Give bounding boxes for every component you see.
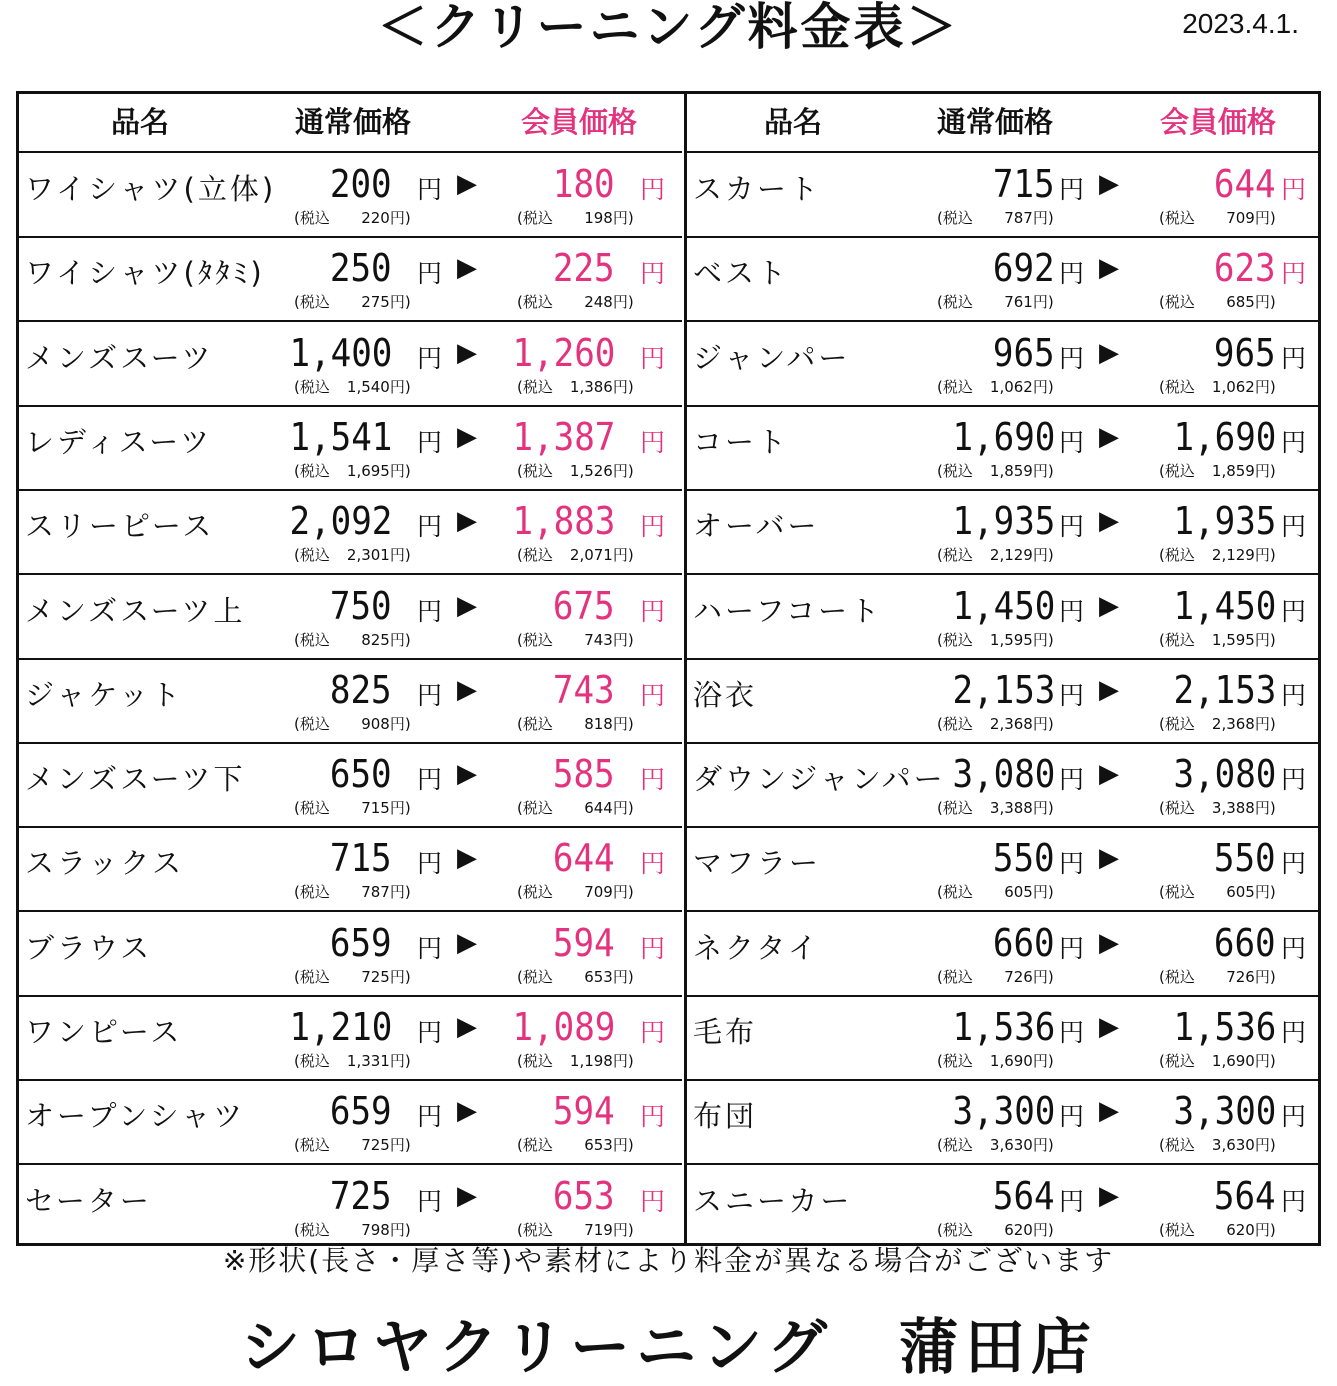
regular-price: 750 (330, 583, 392, 628)
yen-unit: 円 (640, 933, 666, 963)
yen-unit: 円 (640, 259, 666, 289)
regular-price: 3,080 (952, 752, 1055, 797)
price-row (19, 490, 682, 575)
regular-price: 659 (330, 1089, 392, 1134)
member-price: 675 (553, 583, 615, 628)
regular-tax-included: (税込 2,368円) (937, 714, 1054, 733)
price-row (687, 659, 1318, 744)
member-tax-included: (税込 620円) (1159, 1220, 1276, 1239)
regular-price: 650 (330, 752, 392, 797)
item-name: ジャケット (25, 677, 183, 712)
regular-tax-included: (税込 1,540円) (294, 377, 411, 396)
item-name: ダウンジャンパー (693, 762, 946, 797)
item-name: マフラー (693, 846, 822, 881)
price-row (19, 237, 682, 322)
arrow-icon: ▶ (457, 1180, 477, 1211)
member-tax-included: (税込 709円) (517, 883, 634, 902)
member-tax-included: (税込 709円) (1159, 209, 1276, 227)
item-name: ネクタイ (693, 930, 820, 965)
member-tax-included: (税込 2,129円) (1159, 546, 1276, 565)
regular-tax-included: (税込 3,630円) (937, 1136, 1054, 1155)
yen-unit: 円 (640, 343, 666, 373)
member-tax-included: (税込 3,630円) (1159, 1136, 1276, 1155)
member-tax-included: (税込 653円) (517, 967, 634, 986)
member-tax-included: (税込 2,368円) (1159, 714, 1276, 733)
member-price: 1,935 (1173, 499, 1276, 544)
item-name: スニーカー (693, 1183, 853, 1218)
yen-unit: 円 (1059, 259, 1085, 289)
price-row (19, 406, 682, 491)
price-row (687, 322, 1318, 407)
member-tax-included: (税込 653円) (517, 1136, 634, 1155)
member-price: 1,536 (1173, 1005, 1276, 1049)
yen-unit: 円 (640, 427, 666, 457)
member-price: 743 (553, 667, 615, 712)
member-tax-included: (税込 644円) (517, 799, 634, 818)
yen-unit: 円 (417, 933, 443, 963)
regular-tax-included: (税込 1,062円) (937, 377, 1054, 396)
price-row (687, 996, 1318, 1081)
yen-unit: 円 (1281, 849, 1307, 879)
item-name: ベスト (693, 256, 790, 291)
arrow-icon: ▶ (1099, 674, 1119, 705)
member-price: 225 (553, 246, 615, 291)
item-name: スラックス (25, 846, 185, 881)
yen-unit: 円 (1059, 512, 1085, 542)
regular-tax-included: (税込 1,331円) (294, 1052, 411, 1070)
yen-unit: 円 (1059, 933, 1085, 963)
regular-tax-included: (税込 1,859円) (937, 461, 1054, 480)
regular-price: 1,400 (289, 330, 392, 375)
item-name: ハーフコート (693, 593, 883, 628)
yen-unit: 円 (1059, 1018, 1085, 1047)
regular-tax-included: (税込 1,690円) (937, 1052, 1054, 1070)
member-price: 3,300 (1173, 1089, 1276, 1134)
table-header-right (687, 94, 1318, 153)
regular-price: 1,935 (952, 499, 1055, 544)
regular-price: 692 (993, 246, 1055, 291)
arrow-icon: ▶ (1099, 759, 1119, 790)
member-tax-included: (税込 685円) (1159, 293, 1276, 312)
price-row (19, 912, 682, 997)
member-tax-included: (税込 3,388円) (1159, 799, 1276, 818)
item-name: 浴衣 (693, 677, 758, 712)
yen-unit: 円 (1281, 259, 1307, 289)
item-name: ワイシャツ(ﾀﾀﾐ) (25, 256, 265, 291)
regular-tax-included: (税込 908円) (294, 714, 411, 733)
price-row (687, 490, 1318, 575)
yen-unit: 円 (417, 849, 443, 879)
member-price: 644 (1214, 162, 1276, 206)
yen-unit: 円 (1059, 849, 1085, 879)
regular-tax-included: (税込 761円) (937, 293, 1054, 312)
price-note: ※形状(長さ・厚さ等)や素材により料金が異なる場合がございます (222, 1244, 1115, 1277)
regular-price: 725 (330, 1173, 392, 1218)
yen-unit: 円 (1059, 175, 1085, 204)
price-row (687, 406, 1318, 491)
regular-tax-included: (税込 605円) (937, 883, 1054, 902)
yen-unit: 円 (640, 849, 666, 879)
arrow-icon: ▶ (457, 1096, 477, 1127)
yen-unit: 円 (1281, 680, 1307, 710)
regular-price: 550 (993, 836, 1055, 881)
yen-unit: 円 (1059, 680, 1085, 710)
regular-price: 2,153 (952, 667, 1055, 712)
member-price: 585 (553, 752, 615, 797)
regular-price: 250 (330, 246, 392, 291)
yen-unit: 円 (1059, 1102, 1085, 1132)
regular-price: 1,541 (289, 414, 392, 459)
yen-unit: 円 (417, 1186, 443, 1216)
regular-tax-included: (税込 620円) (937, 1220, 1054, 1239)
price-row (19, 1080, 682, 1165)
member-tax-included: (税込 726円) (1159, 967, 1276, 986)
regular-price: 1,450 (952, 583, 1055, 628)
item-name: コート (693, 424, 790, 459)
regular-price: 715 (993, 162, 1055, 206)
yen-unit: 円 (417, 596, 443, 626)
member-price: 965 (1214, 330, 1276, 375)
yen-unit: 円 (417, 343, 443, 373)
arrow-icon: ▶ (1099, 253, 1119, 284)
regular-price: 659 (330, 920, 392, 965)
header-member: 会員価格 (521, 105, 638, 139)
member-price: 1,089 (512, 1005, 615, 1049)
regular-price: 965 (993, 330, 1055, 375)
member-price: 1,387 (512, 414, 615, 459)
arrow-icon: ▶ (1099, 506, 1119, 537)
right-price-column (687, 94, 1318, 1243)
yen-unit: 円 (1059, 596, 1085, 626)
member-price: 1,450 (1173, 583, 1276, 628)
member-price: 594 (553, 1089, 615, 1134)
regular-price: 3,300 (952, 1089, 1055, 1134)
member-price: 180 (553, 162, 615, 206)
item-name: レディスーツ (25, 424, 213, 459)
item-name: セーター (25, 1183, 152, 1218)
regular-tax-included: (税込 715円) (294, 799, 411, 818)
header-member: 会員価格 (1160, 105, 1277, 139)
page-title: ＜クリーニング料金表＞ (377, 0, 960, 56)
item-name: 毛布 (693, 1015, 758, 1049)
regular-tax-included: (税込 3,388円) (937, 799, 1054, 818)
item-name: メンズスーツ下 (25, 762, 246, 797)
arrow-icon: ▶ (457, 843, 477, 874)
arrow-icon: ▶ (457, 590, 477, 621)
member-price: 653 (553, 1173, 615, 1218)
yen-unit: 円 (1281, 512, 1307, 542)
item-name: ワイシャツ(立体) (25, 172, 277, 206)
price-row (19, 996, 682, 1081)
yen-unit: 円 (640, 596, 666, 626)
regular-price: 825 (330, 667, 392, 712)
yen-unit: 円 (1059, 1186, 1085, 1216)
header-regular: 通常価格 (937, 105, 1054, 139)
member-tax-included: (税込 1,198円) (517, 1052, 634, 1070)
header-name: 品名 (764, 105, 823, 139)
member-price: 1,883 (512, 499, 615, 544)
date-label: 2023.4.1. (1182, 8, 1299, 39)
member-tax-included: (税込 1,859円) (1159, 461, 1276, 480)
price-row (19, 575, 682, 660)
price-row (19, 659, 682, 744)
yen-unit: 円 (640, 765, 666, 795)
item-name: 布団 (693, 1099, 758, 1134)
member-tax-included: (税込 743円) (517, 630, 634, 649)
price-row (687, 575, 1318, 660)
regular-tax-included: (税込 2,129円) (937, 546, 1054, 565)
member-price: 623 (1214, 246, 1276, 291)
yen-unit: 円 (640, 175, 666, 204)
price-row (19, 322, 682, 407)
yen-unit: 円 (1059, 343, 1085, 373)
arrow-icon: ▶ (1099, 1180, 1119, 1211)
table-header-left (19, 94, 682, 153)
member-tax-included: (税込 818円) (517, 714, 634, 733)
arrow-icon: ▶ (457, 927, 477, 958)
store-name: シロヤクリーニング 蒲田店 (240, 1313, 1097, 1383)
member-tax-included: (税込 1,386円) (517, 377, 634, 396)
yen-unit: 円 (1281, 427, 1307, 457)
arrow-icon: ▶ (457, 169, 477, 199)
arrow-icon: ▶ (1099, 590, 1119, 621)
arrow-icon: ▶ (1099, 1012, 1119, 1042)
arrow-icon: ▶ (1099, 843, 1119, 874)
item-name: スカート (693, 172, 822, 206)
item-name: ジャンパー (693, 340, 851, 375)
member-price: 1,690 (1173, 414, 1276, 459)
yen-unit: 円 (1059, 765, 1085, 795)
price-row (687, 1080, 1318, 1165)
item-name: メンズスーツ (25, 340, 214, 375)
member-tax-included: (税込 2,071円) (517, 546, 634, 565)
member-tax-included: (税込 1,595円) (1159, 630, 1276, 649)
yen-unit: 円 (1281, 765, 1307, 795)
regular-tax-included: (税込 825円) (294, 630, 411, 649)
arrow-icon: ▶ (1099, 421, 1119, 452)
member-price: 644 (553, 836, 615, 881)
arrow-icon: ▶ (457, 1012, 477, 1042)
member-tax-included: (税込 248円) (517, 293, 634, 312)
arrow-icon: ▶ (1099, 927, 1119, 958)
member-price: 660 (1214, 920, 1276, 965)
regular-price: 1,690 (952, 414, 1055, 459)
yen-unit: 円 (1281, 1018, 1307, 1047)
arrow-icon: ▶ (457, 421, 477, 452)
arrow-icon: ▶ (457, 506, 477, 537)
arrow-icon: ▶ (457, 674, 477, 705)
yen-unit: 円 (640, 512, 666, 542)
price-row (687, 912, 1318, 997)
yen-unit: 円 (1281, 343, 1307, 373)
item-name: メンズスーツ上 (25, 593, 246, 628)
member-tax-included: (税込 198円) (517, 209, 634, 227)
arrow-icon: ▶ (457, 253, 477, 284)
price-row (687, 237, 1318, 322)
regular-tax-included: (税込 2,301円) (294, 546, 411, 565)
price-row (19, 827, 682, 912)
regular-tax-included: (税込 275円) (294, 293, 411, 312)
regular-tax-included: (税込 787円) (937, 209, 1054, 227)
header-regular: 通常価格 (295, 105, 412, 139)
yen-unit: 円 (640, 1186, 666, 1216)
yen-unit: 円 (417, 259, 443, 289)
yen-unit: 円 (417, 512, 443, 542)
regular-price: 1,536 (952, 1005, 1055, 1049)
item-name: オーバー (693, 509, 820, 544)
member-tax-included: (税込 1,690円) (1159, 1052, 1276, 1070)
regular-tax-included: (税込 787円) (294, 883, 411, 902)
yen-unit: 円 (417, 1102, 443, 1132)
price-row (687, 1165, 1318, 1250)
yen-unit: 円 (640, 1018, 666, 1047)
regular-price: 200 (330, 162, 392, 206)
member-tax-included: (税込 1,062円) (1159, 377, 1276, 396)
member-price: 2,153 (1173, 667, 1276, 712)
item-name: スリーピース (25, 509, 215, 544)
item-name: オープンシャツ (25, 1099, 246, 1134)
regular-price: 660 (993, 920, 1055, 965)
member-price: 594 (553, 920, 615, 965)
item-name: ブラウス (25, 930, 153, 965)
regular-price: 564 (993, 1173, 1055, 1218)
member-tax-included: (税込 719円) (517, 1220, 634, 1239)
member-price: 550 (1214, 836, 1276, 881)
yen-unit: 円 (417, 680, 443, 710)
yen-unit: 円 (1281, 1186, 1307, 1216)
member-tax-included: (税込 605円) (1159, 883, 1276, 902)
regular-tax-included: (税込 798円) (294, 1220, 411, 1239)
price-row (687, 827, 1318, 912)
price-row (19, 1165, 682, 1250)
regular-price: 2,092 (289, 499, 392, 544)
arrow-icon: ▶ (457, 759, 477, 790)
regular-tax-included: (税込 1,695円) (294, 461, 411, 480)
regular-tax-included: (税込 725円) (294, 1136, 411, 1155)
header-name: 品名 (111, 105, 170, 139)
member-price: 564 (1214, 1173, 1276, 1218)
arrow-icon: ▶ (1099, 337, 1119, 368)
price-row (687, 743, 1318, 828)
member-price: 1,260 (512, 330, 615, 375)
regular-price: 715 (330, 836, 392, 881)
item-name: ワンピース (25, 1015, 183, 1049)
arrow-icon: ▶ (457, 337, 477, 368)
regular-tax-included: (税込 726円) (937, 967, 1054, 986)
member-price: 3,080 (1173, 752, 1276, 797)
yen-unit: 円 (1281, 175, 1307, 204)
price-row (687, 153, 1318, 238)
yen-unit: 円 (1281, 596, 1307, 626)
yen-unit: 円 (417, 765, 443, 795)
price-row (19, 153, 682, 238)
regular-tax-included: (税込 725円) (294, 967, 411, 986)
regular-price: 1,210 (289, 1005, 392, 1049)
yen-unit: 円 (640, 680, 666, 710)
yen-unit: 円 (417, 175, 443, 204)
arrow-icon: ▶ (1099, 169, 1119, 199)
yen-unit: 円 (1281, 1102, 1307, 1132)
yen-unit: 円 (1059, 427, 1085, 457)
arrow-icon: ▶ (1099, 1096, 1119, 1127)
price-row (19, 743, 682, 828)
yen-unit: 円 (417, 427, 443, 457)
regular-tax-included: (税込 220円) (294, 209, 411, 227)
price-table (16, 91, 1321, 1246)
left-price-column (19, 94, 682, 1243)
yen-unit: 円 (417, 1018, 443, 1047)
regular-tax-included: (税込 1,595円) (937, 630, 1054, 649)
yen-unit: 円 (1281, 933, 1307, 963)
yen-unit: 円 (640, 1102, 666, 1132)
member-tax-included: (税込 1,526円) (517, 461, 634, 480)
